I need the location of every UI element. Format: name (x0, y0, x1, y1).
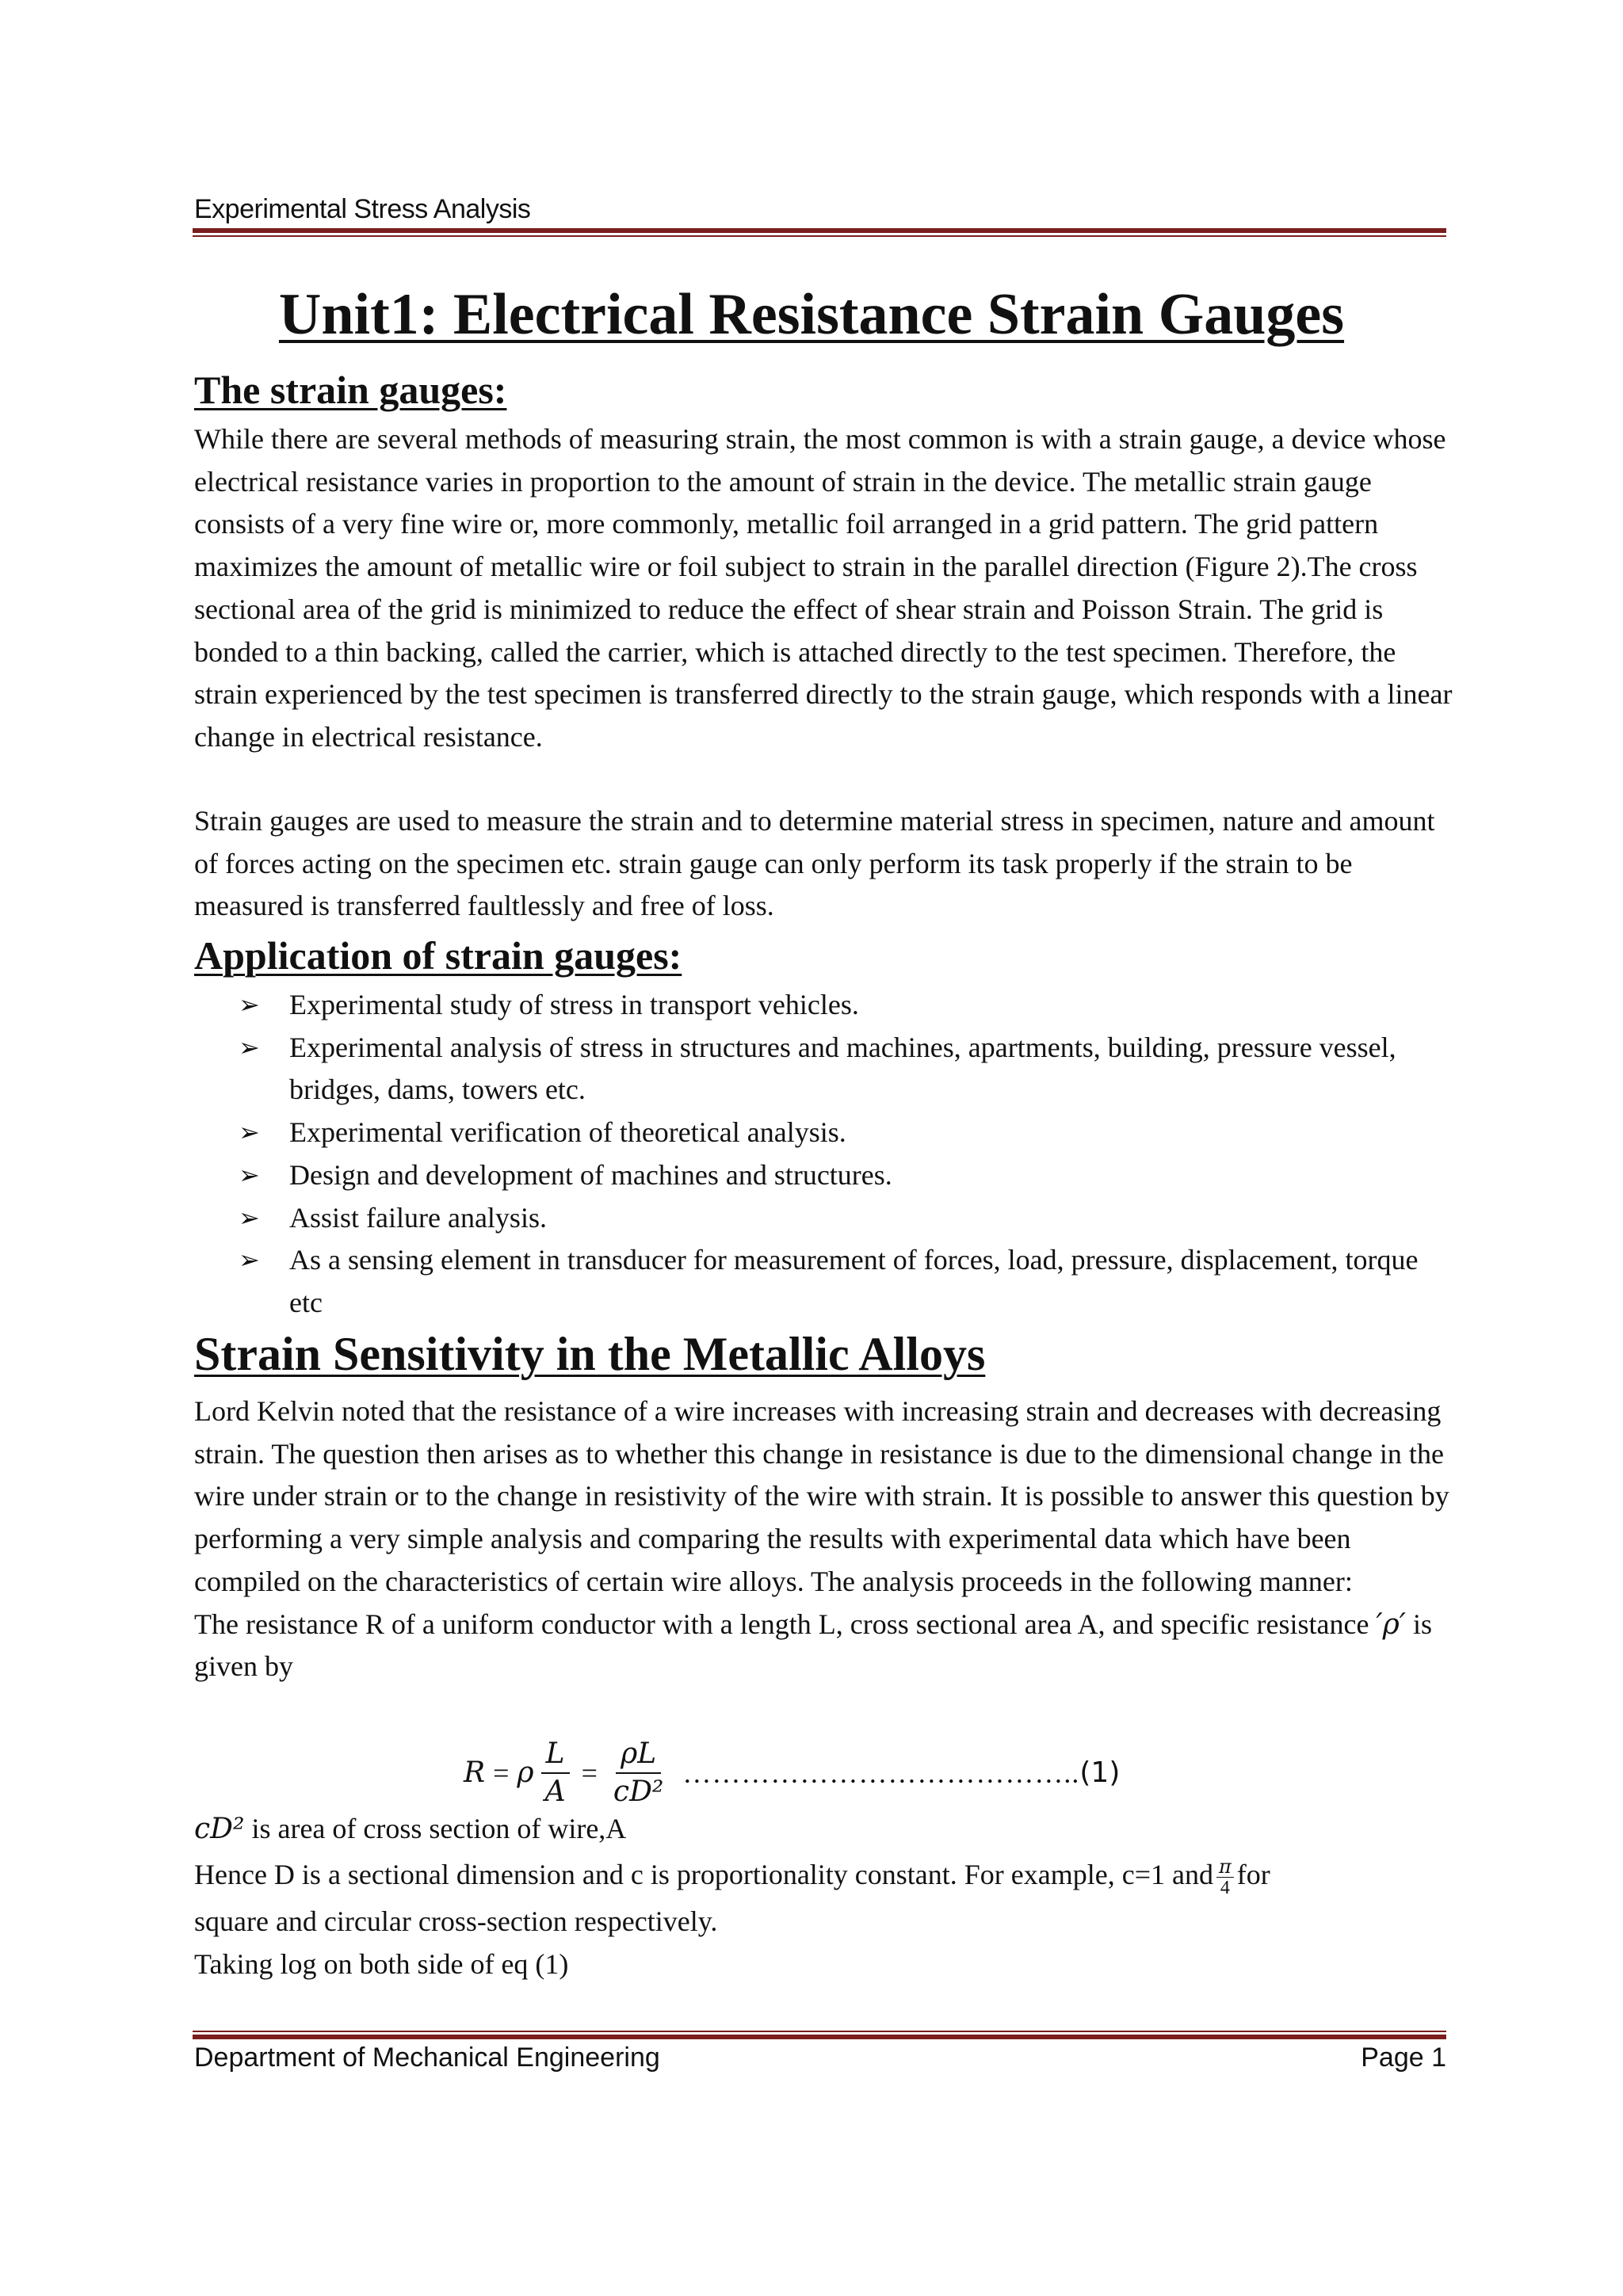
cross-section-line: square and circular cross-section respectively. (194, 1905, 718, 1937)
paragraph-strain-gauges-use: Strain gauges are used to measure the strain and to determine material stress in specimen, nature and amount of forces acting on the specimen etc. strain gauge can only perform its task properly if the strain to be measured is transferred faultlessly and free of loss. (194, 805, 1435, 922)
fraction-numerator: L (541, 1736, 570, 1774)
footer-rule-thin (193, 2031, 1446, 2032)
fraction-rhol-over-cd2 (609, 1736, 668, 1810)
section-heading-strain-gauges: The strain gauges: (194, 368, 507, 412)
arrow-bullet-icon: ➢ (239, 1245, 260, 1276)
paragraph-strain-sensitivity (194, 1390, 1454, 1688)
footer-department: Department of Mechanical Engineering (194, 2042, 660, 2073)
fraction-numerator: ρL (616, 1736, 661, 1774)
applications-list (194, 984, 1454, 1325)
list-item (194, 1239, 1454, 1324)
list-item (194, 1027, 1454, 1112)
resistance-intro-suffix: is given by (194, 1608, 1432, 1683)
equals-sign: = (581, 1756, 598, 1789)
area-symbol: cD² (194, 1813, 245, 1845)
fraction-denominator: 4 (1220, 1878, 1230, 1898)
list-item-text: As a sensing element in transducer for measurement of forces, load, pressure, displacement, torque etc (289, 1244, 1419, 1318)
paragraph-strain-gauges: While there are several methods of measuring strain, the most common is with a strain gauge, a device whose electrical resistance varies in proportion to the amount of strain in the device. The metallic strain gauge consists of a very fine wire or, more commonly, metallic foil arranged in a grid pattern. The grid pattern maximizes the amount of metallic wire or foil subject to strain in the parallel direction (Figure 2).The cross sectional area of the grid is minimized to reduce the effect of shear strain and Poisson Strain. The grid is bonded to a thin backing, called the carrier, which is attached directly to the test specimen. Therefore, the strain experienced by the test specimen is transferred directly to the strain gauge, which responds with a linear change in electrical resistance. (194, 423, 1453, 753)
equation-leader-dots: ………………………………….. (682, 1756, 1080, 1789)
area-definition-line (194, 1812, 626, 1845)
list-item-text: Experimental study of stress in transport vehicles. (289, 989, 859, 1020)
header-rule-thin (193, 235, 1446, 237)
section-heading-applications: Application of strain gauges: (194, 933, 682, 978)
list-item (194, 1112, 1454, 1154)
list-item-text: Assist failure analysis. (289, 1201, 547, 1234)
list-item (194, 1197, 1454, 1240)
footer-page-number: Page 1 (1361, 2042, 1446, 2073)
page-title: Unit1: Electrical Resistance Strain Gauges (278, 282, 1345, 347)
list-item-text: Experimental analysis of stress in structures and machines, apartments, building, pressure vessel, bridges, dams, towers etc. (289, 1031, 1396, 1106)
list-item-text: Experimental verification of theoretical analysis. (289, 1116, 846, 1149)
arrow-bullet-icon: ➢ (239, 1032, 260, 1062)
equation-1 (464, 1731, 1120, 1814)
taking-log-line: Taking log on both side of eq (1) (194, 1948, 569, 1980)
arrow-bullet-icon: ➢ (239, 1159, 260, 1190)
sensitivity-body-text: Lord Kelvin noted that the resistance of a wire increases with increasing strain and decreases with decreasing strain. The question then arises as to whether this change in resistance is due to the dimensional change in the wire under strain or to the change in resistivity of the wire with strain. It is possible to answer this question by performing a very simple analysis and comparing the results with experimental data which have been compiled on the characteristics of certain wire alloys. The analysis proceeds in the following manner: (194, 1395, 1449, 1597)
arrow-bullet-icon: ➢ (239, 1117, 260, 1148)
list-item-text: Design and development of machines and structures. (289, 1158, 892, 1191)
resistivity-symbol: ′ρ′ (1376, 1608, 1406, 1641)
fraction-denominator: cD² (613, 1775, 664, 1808)
equation-number: (1) (1079, 1756, 1121, 1789)
equation-rho: ρ (517, 1756, 534, 1789)
page-header-title: Experimental Stress Analysis (194, 194, 531, 224)
arrow-bullet-icon: ➢ (239, 990, 260, 1020)
footer-rule-thick (193, 2035, 1446, 2039)
header-rule-thick (193, 228, 1446, 233)
hence-line (194, 1856, 1270, 1898)
fraction-numerator: π (1216, 1856, 1234, 1878)
fraction-l-over-a (540, 1736, 571, 1810)
resistance-intro-text: The resistance R of a uniform conductor with a length L, cross sectional area A, and specific resistance (194, 1608, 1369, 1640)
list-item (194, 984, 1454, 1027)
hence-text: Hence D is a sectional dimension and c is proportionality constant. For example, c=1 and (194, 1858, 1213, 1890)
area-definition-text: is area of cross section of wire,A (251, 1813, 627, 1844)
fraction-pi-over-4 (1216, 1856, 1234, 1898)
fraction-denominator: A (544, 1775, 566, 1808)
hence-suffix: for (1236, 1858, 1270, 1890)
list-item (194, 1154, 1454, 1197)
equation-lhs: R (464, 1756, 486, 1789)
section-heading-strain-sensitivity: Strain Sensitivity in the Metallic Alloys (194, 1328, 986, 1380)
arrow-bullet-icon: ➢ (239, 1202, 260, 1233)
equals-sign: = (493, 1756, 510, 1789)
